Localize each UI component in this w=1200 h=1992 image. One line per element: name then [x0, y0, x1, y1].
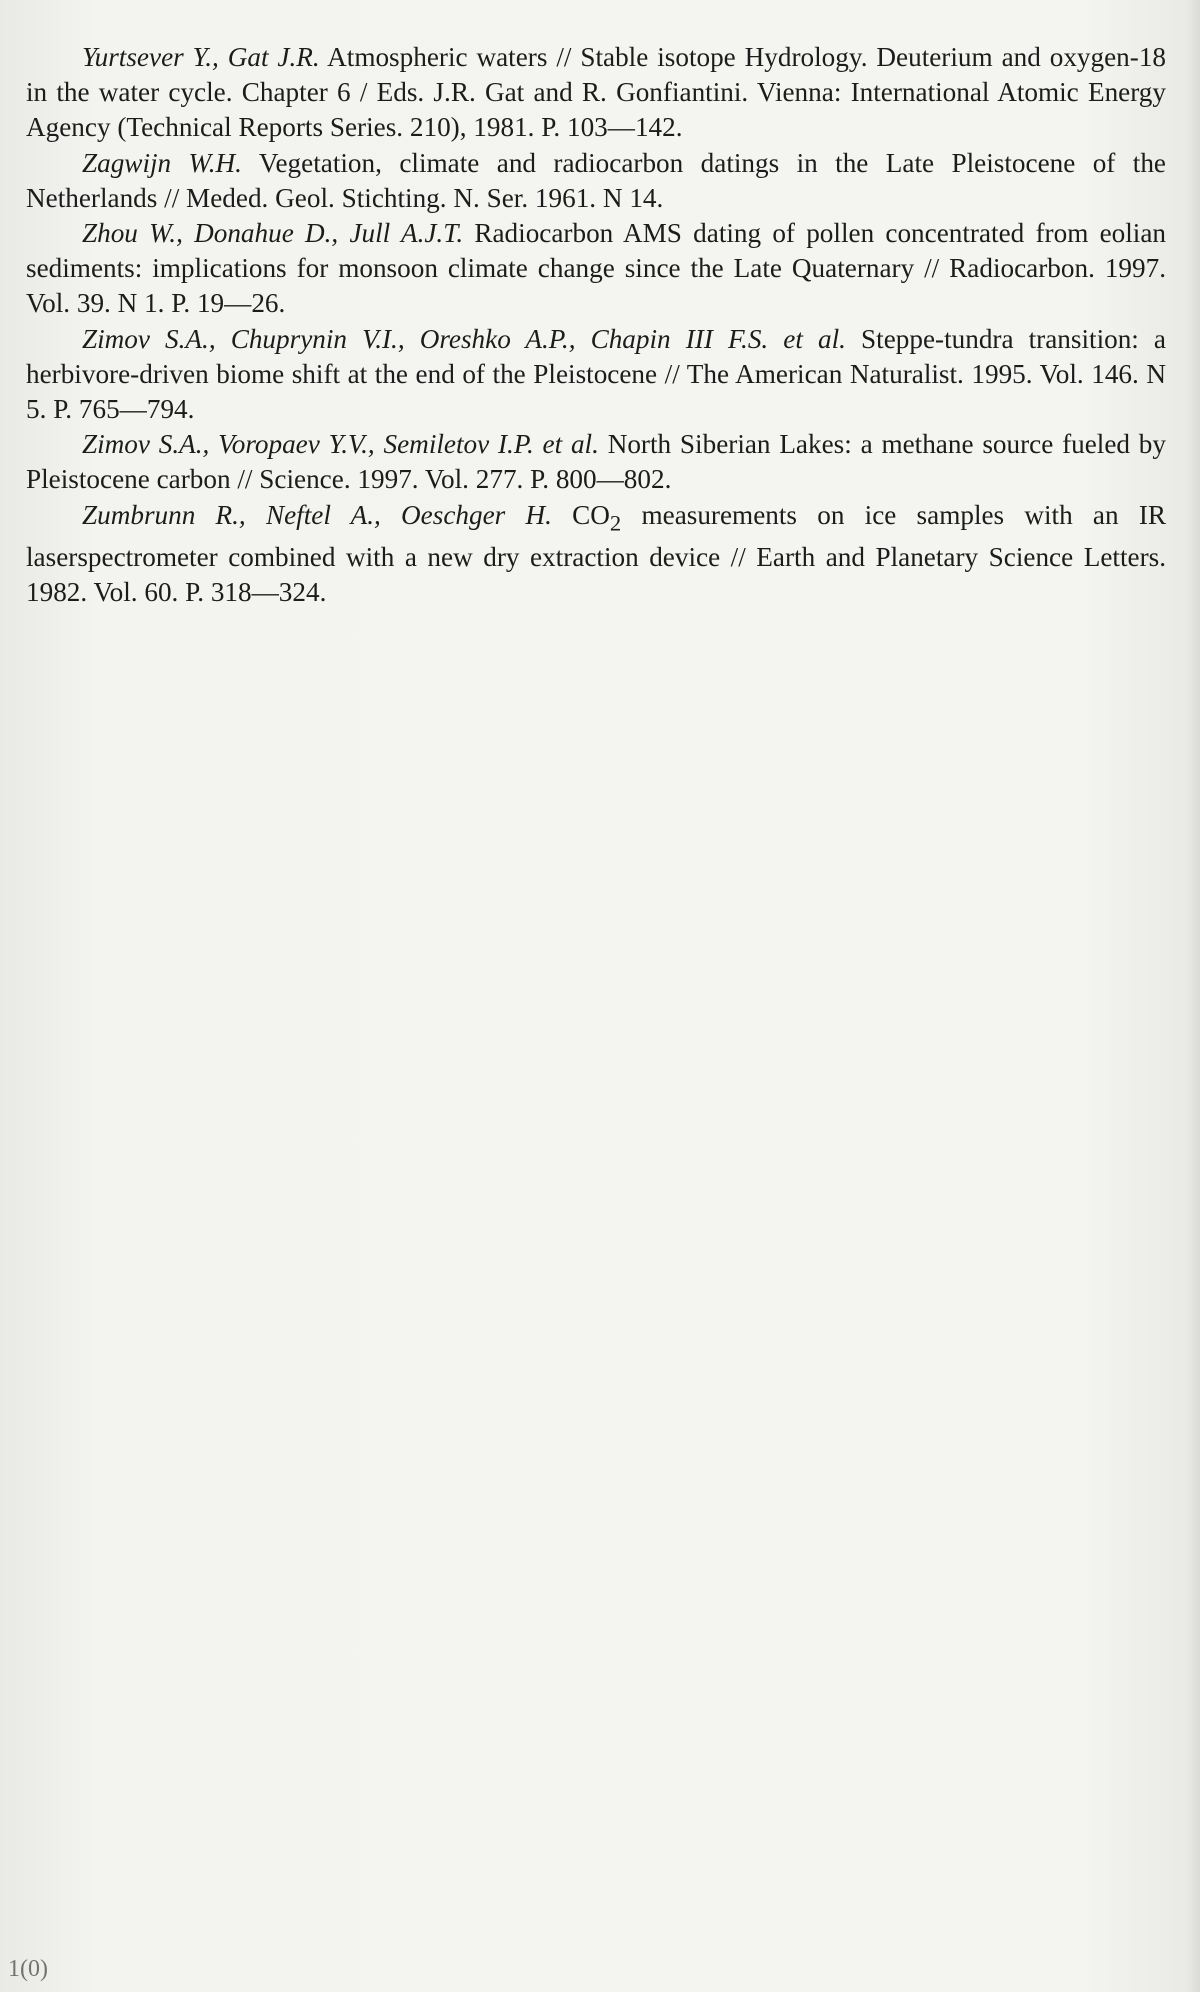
reference-text-end: measurements on ice samples with an IR laserspectrometer combined with a new dry extraction device // Earth and Planetary Science Letters. 1982. Vol. 60. P. 318—324. [26, 499, 1167, 608]
reference-authors: Zhou W., Donahue D., Jull A.J.T. [82, 218, 464, 249]
reference-text: Radiocarbon AMS dating of pollen concentrated from eolian sediments: implications for monsoon climate change since the Late Quaternary // Radiocarbon. 1997. Vol. 39. N 1. P. 19—26. [26, 218, 1166, 319]
page-gutter-shadow [1186, 0, 1200, 1992]
reference-entry [26, 40, 1166, 146]
page-number: 1(0) [8, 1956, 48, 1982]
reference-entry [26, 146, 1166, 216]
reference-entry [26, 498, 1166, 611]
reference-authors: Zagwijn W.H. [82, 147, 242, 178]
reference-text: Vegetation, climate and radiocarbon datings in the Late Pleistocene of the Netherlands // Meded. Geol. Stichting. N. Ser. 1961. N 14. [26, 147, 1166, 213]
reference-entry [26, 322, 1166, 428]
reference-text-start: CO [572, 499, 610, 530]
reference-text: North Siberian Lakes: a methane source fueled by Pleistocene carbon // Science. 1997. Vol. 277. P. 800—802. [26, 429, 1166, 495]
reference-authors: Zimov S.A., Voropaev Y.V., Semiletov I.P. et al. [82, 429, 599, 460]
reference-text: Steppe-tundra transition: a herbivore-driven biome shift at the end of the Pleistocene // The American Naturalist. 1995. Vol. 146. N 5. P. 765—794. [26, 323, 1167, 425]
reference-list [26, 40, 1166, 611]
reference-entry [26, 216, 1166, 322]
reference-entry [26, 427, 1166, 497]
reference-text: Atmospheric waters // Stable isotope Hydrology. Deuterium and oxygen-18 in the water cycle. Chapter 6 / Eds. J.R. Gat and R. Gonfiantini. Vienna: International Atomic Energy Agency (Technical Reports Series. 210), 1981. P. 103—142. [26, 42, 1167, 143]
reference-authors: Yurtsever Y., Gat J.R. [82, 42, 320, 72]
reference-authors: Zimov S.A., Chuprynin V.I., Oreshko A.P., Chapin III F.S. et al. [82, 323, 846, 354]
reference-authors: Zumbrunn R., Neftel A., Oeschger H. [82, 499, 552, 530]
reference-subscript: 2 [609, 510, 622, 536]
